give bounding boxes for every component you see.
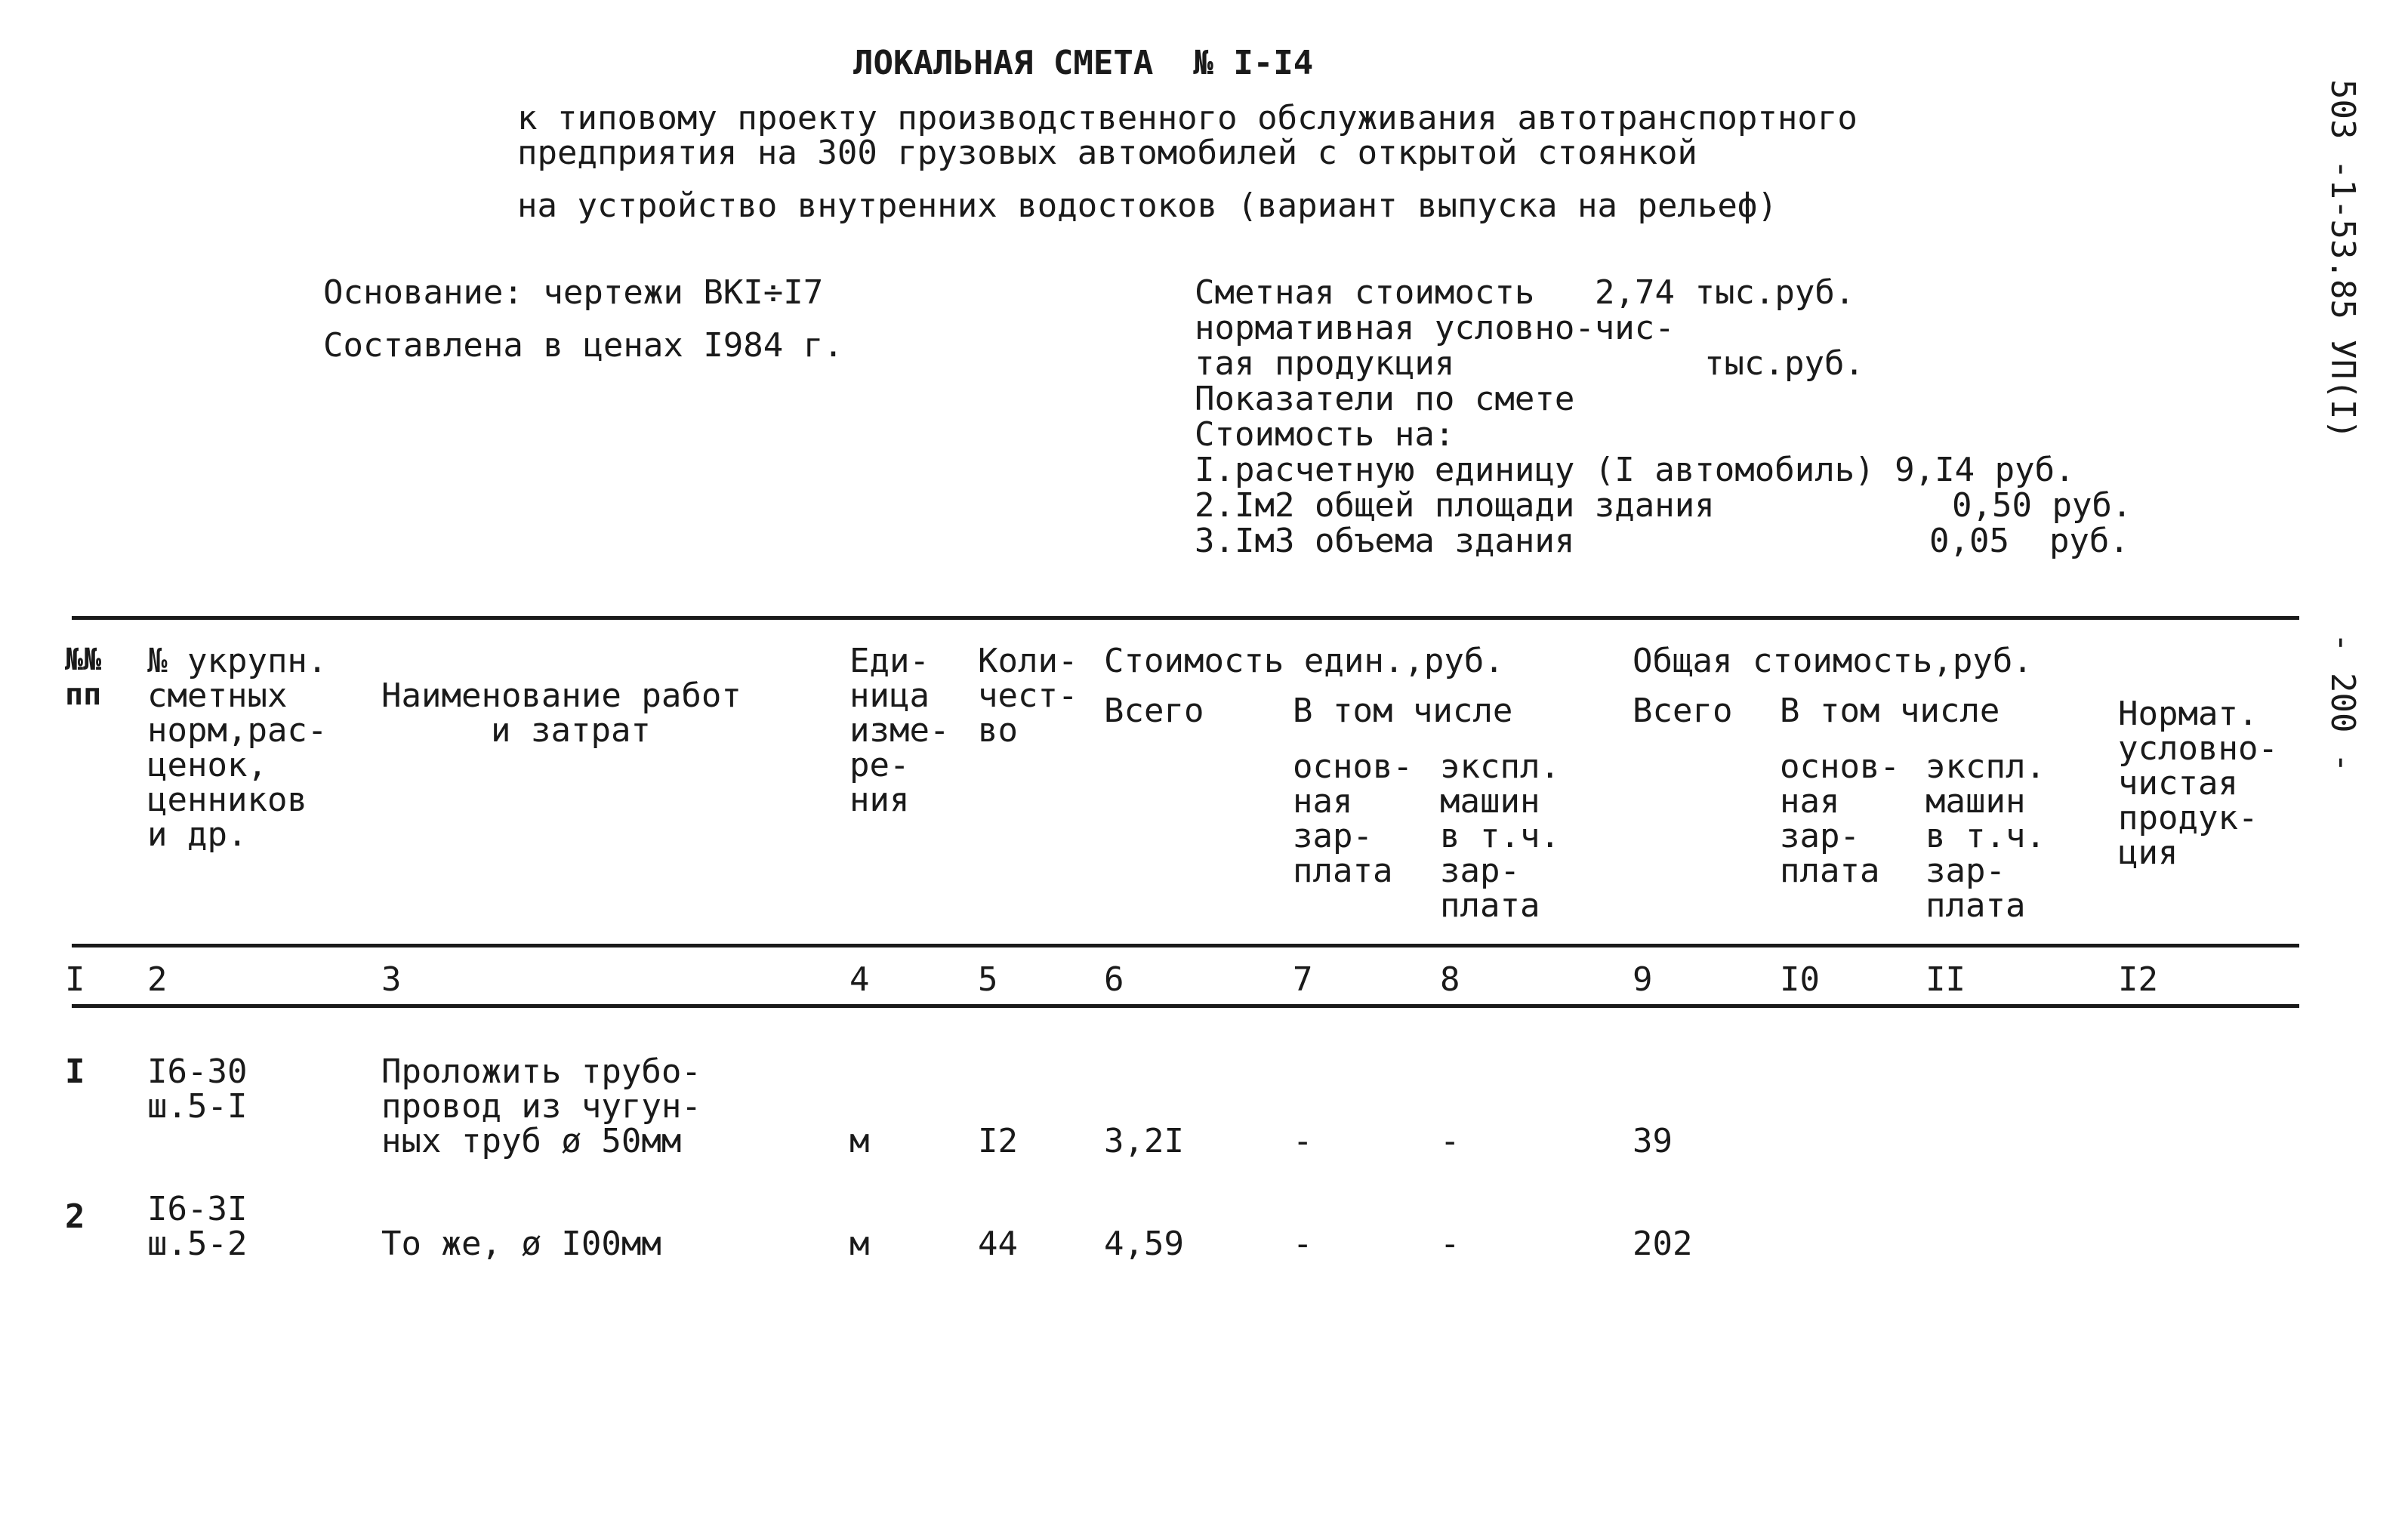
row-unit-cost-machines: - xyxy=(1440,1122,1460,1160)
row-unit-cost-wage: - xyxy=(1293,1122,1313,1160)
header-unit-mach-5: плата xyxy=(1440,886,1540,925)
row-norm-line1: I6-30 xyxy=(147,1052,248,1091)
header-unit-wage-1: основ- xyxy=(1293,747,1413,786)
header-col5-line3: во xyxy=(978,711,1018,750)
column-numbers-rule xyxy=(72,1004,2299,1008)
indicator-item-2-label: 2.Iм2 общей площади здания xyxy=(1195,486,1715,525)
row-number: 2 xyxy=(65,1197,85,1236)
header-unit-wage-2: ная xyxy=(1293,782,1353,821)
header-total-wage-4: плата xyxy=(1780,852,1880,890)
row-norm-line2: ш.5-I xyxy=(147,1087,248,1126)
header-col4-line4: ре- xyxy=(849,746,910,784)
header-col4-line1: Еди- xyxy=(849,642,930,680)
row-unit: м xyxy=(849,1225,870,1263)
subtitle-line-2: предприятия на 300 грузовых автомобилей с открытой стоянкой xyxy=(517,134,1697,172)
indicator-item-3-value: 0,05 руб. xyxy=(1929,522,2129,560)
header-unit-mach-4: зар- xyxy=(1440,852,1520,890)
header-bottom-rule xyxy=(72,944,2299,948)
row-unit-cost-machines: - xyxy=(1440,1225,1460,1263)
header-total-wage-2: ная xyxy=(1780,782,1840,821)
header-col12-line2: условно- xyxy=(2118,729,2278,768)
col-number: 3 xyxy=(381,960,402,999)
col-number: I0 xyxy=(1780,960,1820,999)
row-unit-cost-wage: - xyxy=(1293,1225,1313,1263)
normative-label-1: нормативная условно-чис- xyxy=(1195,309,1675,347)
header-unit-wage-3: зар- xyxy=(1293,817,1373,855)
row-total-cost: 202 xyxy=(1633,1225,1693,1263)
header-total-wage-1: основ- xyxy=(1780,747,1900,786)
row-number: I xyxy=(65,1052,85,1091)
estimate-cost-label: Сметная стоимость xyxy=(1195,273,1535,312)
header-unit-mach-3: в т.ч. xyxy=(1440,817,1560,855)
document-code-stamp: 503 -1-53.85 УП(I) xyxy=(2323,79,2362,439)
header-total-cost: Общая стоимость,руб. xyxy=(1633,642,2033,680)
header-total-wage-3: зар- xyxy=(1780,817,1860,855)
header-col5-line2: чест- xyxy=(978,676,1078,715)
basis-text: Основание: чертежи ВКI÷I7 xyxy=(323,273,824,312)
header-col2-line1: № укрупн. xyxy=(147,642,328,680)
normative-label-2: тая продукция xyxy=(1195,344,1455,383)
header-unit-incl: В том числе xyxy=(1293,692,1513,730)
indicator-item-3-label: 3.Iм3 объема здания xyxy=(1195,522,1575,560)
subtitle-line-3: на устройство внутренних водостоков (вариант выпуска на рельеф) xyxy=(517,186,1777,225)
row-quantity: I2 xyxy=(978,1122,1018,1160)
row-unit-cost-total: 3,2I xyxy=(1104,1122,1184,1160)
header-col2-line3: норм,рас- xyxy=(147,711,328,750)
estimate-cost-value: 2,74 тыс.руб. xyxy=(1595,273,1855,312)
header-unit-all: Всего xyxy=(1104,692,1204,730)
header-col1-line2: пп xyxy=(65,677,102,712)
col-number: 4 xyxy=(849,960,870,999)
header-col2-line4: ценок, xyxy=(147,746,267,784)
col-number: I2 xyxy=(2118,960,2158,999)
row-total-cost: 39 xyxy=(1633,1122,1673,1160)
header-total-mach-1: экспл. xyxy=(1925,747,2046,786)
col-number: II xyxy=(1925,960,1966,999)
header-col4-line3: изме- xyxy=(849,711,950,750)
page-title: ЛОКАЛЬНАЯ СМЕТА № I-I4 xyxy=(853,44,1314,82)
header-unit-mach-1: экспл. xyxy=(1440,747,1560,786)
header-col5-line1: Коли- xyxy=(978,642,1078,680)
cost-per-label: Стоимость на: xyxy=(1195,415,1455,454)
header-total-mach-2: машин xyxy=(1925,782,2026,821)
col-number: 8 xyxy=(1440,960,1460,999)
col-number: 9 xyxy=(1633,960,1653,999)
header-col2-line2: сметных xyxy=(147,676,288,715)
row-quantity: 44 xyxy=(978,1225,1018,1263)
row-name-line1: То же, ø I00мм xyxy=(381,1225,661,1263)
header-unit-wage-4: плата xyxy=(1293,852,1393,890)
header-col3-line2: и затрат xyxy=(491,711,651,750)
row-norm-line2: ш.5-2 xyxy=(147,1225,248,1263)
header-col12-line4: продук- xyxy=(2118,799,2258,837)
subtitle-line-1: к типовому проекту производственного обслуживания автотранспортного xyxy=(517,99,1858,137)
header-total-mach-5: плата xyxy=(1925,886,2026,925)
header-col12-line1: Нормат. xyxy=(2118,695,2258,733)
header-col4-line5: ния xyxy=(849,781,910,819)
row-name-line1: Проложить трубо- xyxy=(381,1052,701,1091)
header-col2-line6: и др. xyxy=(147,815,248,854)
indicators-label: Показатели по смете xyxy=(1195,380,1575,418)
header-total-mach-4: зар- xyxy=(1925,852,2006,890)
header-total-all: Всего xyxy=(1633,692,1733,730)
header-total-mach-3: в т.ч. xyxy=(1925,817,2046,855)
header-unit-cost: Стоимость един.,руб. xyxy=(1104,642,1504,680)
header-col3-line1: Наименование работ xyxy=(381,676,742,715)
col-number: 6 xyxy=(1104,960,1124,999)
col-number: 5 xyxy=(978,960,998,999)
prices-year-text: Составлена в ценах I984 г. xyxy=(323,326,843,365)
header-col12-line5: ция xyxy=(2118,833,2178,872)
header-col12-line3: чистая xyxy=(2118,764,2238,803)
row-unit: м xyxy=(849,1122,870,1160)
header-col1-line1: №№ xyxy=(65,642,102,677)
page-number-stamp: - 200 - xyxy=(2323,633,2362,773)
row-name-line2: провод из чугун- xyxy=(381,1087,701,1126)
header-col2-line5: ценников xyxy=(147,781,307,819)
header-total-incl: В том числе xyxy=(1780,692,2000,730)
indicator-item-1: I.расчетную единицу (I автомобиль) 9,I4 руб. xyxy=(1195,451,2075,489)
col-number: 7 xyxy=(1293,960,1313,999)
normative-unit: тыс.руб. xyxy=(1704,344,1864,383)
col-number: I xyxy=(65,960,85,999)
header-col4-line2: ница xyxy=(849,676,930,715)
row-unit-cost-total: 4,59 xyxy=(1104,1225,1184,1263)
indicator-item-2-value: 0,50 руб. xyxy=(1952,486,2132,525)
col-number: 2 xyxy=(147,960,168,999)
row-norm-line1: I6-3I xyxy=(147,1190,248,1228)
header-unit-mach-2: машин xyxy=(1440,782,1540,821)
table-top-rule xyxy=(72,616,2299,620)
row-name-line3: ных труб ø 50мм xyxy=(381,1122,682,1160)
